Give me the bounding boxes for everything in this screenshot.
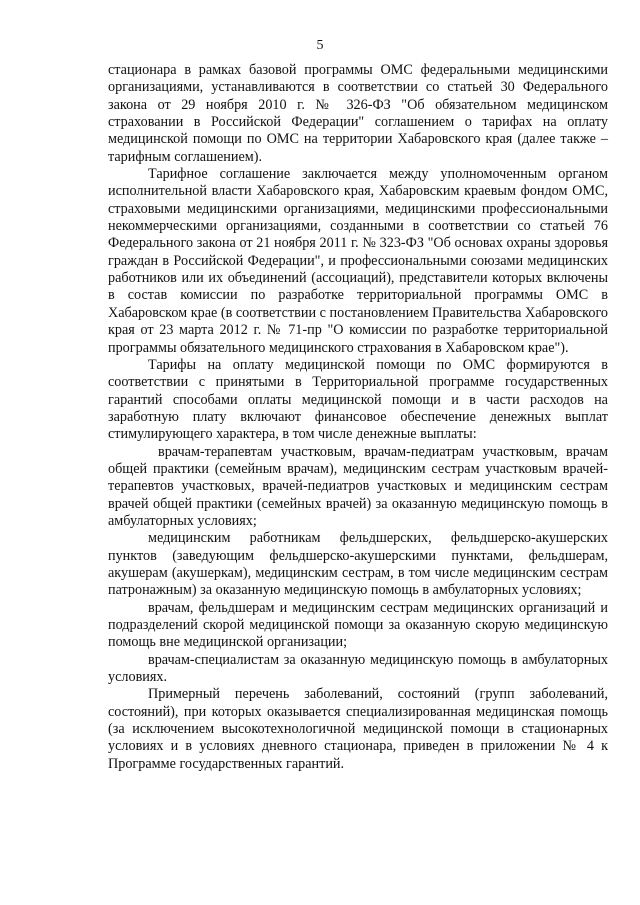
paragraph-tariff-agreement: Тарифное соглашение заключается между уполномоченным органом исполнительной власти Хабаровского края, Хабаровским краевым фондом ОМС, страховыми медицинскими организациями, медицинскими профессиональными некоммерческими организациями, созданными в соответствии со статьей 76 Федерального закона от 21 ноября 2011 г. № 323-ФЗ "Об основах охраны здоровья граждан в Российской Федерации", и профессиональными союзами медицинских работников или их объединений (ассоциаций), представители которых включены в состав комиссии по разработке территориальной программы ОМС в Хабаровском крае (в соответствии с постановлением Правительства Хабаровского края от 23 марта 2012 г. № 71-пр "О комиссии по разработке территориальной программы обязательного медицинского страхования в Хабаровском крае"). xyxy=(108,166,608,356)
paragraph-tariffs: Тарифы на оплату медицинской помощи по ОМС формируются в соответствии с принятыми в Территориальной программе государственных гарантий способами оплаты медицинской помощи и в части расходов на заработную плату включают финансовое обеспечение денежных выплат стимулирующего характера, в том числе денежные выплаты: xyxy=(108,356,608,443)
list-item-therapists: врачам-терапевтам участковым, врачам-педиатрам участковым, врачам общей практики (семейным врачам), медицинским сестрам участковым врачей-терапевтов участковых, врачей-педиатров участковых и медицинским сестрам врачей общей практики (семейных врачей) за оказанную медицинскую помощь в амбулаторных условиях; xyxy=(108,443,608,529)
page-number: 5 xyxy=(316,38,324,53)
paragraph-disease-list: Примерный перечень заболеваний, состояний (групп заболеваний, состояний), при которых оказывается специализированная медицинская помощь (за исключением высокотехнологичной медицинской помощи в стационарных условиях и в условиях дневного стационара, приведен в приложении № 4 к Программе государственных гарантий. xyxy=(108,686,608,772)
list-item-feldsher-points: медицинским работникам фельдшерских, фельдшерско-акушерских пунктов (заведующим фельдшерско-акушерскими пунктами, фельдшерам, акушерам (акушеркам), медицинским сестрам, в том числе медицинским сестрам патронажным) за оказанную медицинскую помощь в амбулаторных условиях; xyxy=(108,530,608,599)
paragraph-continuation: стационара в рамках базовой программы ОМС федеральными медицинскими организациями, устанавливаются в соответствии со статьей 30 Федерального закона от 29 ноября 2010 г. № 326-ФЗ "Об обязательном медицинском страховании в Российской Федерации" соглашением о тарифах на оплату медицинской помощи по ОМС на территории Хабаровского края (далее также – тарифным соглашением). xyxy=(108,62,608,165)
list-item-ambulance: врачам, фельдшерам и медицинским сестрам медицинских организаций и подразделений скорой медицинской помощи за оказанную скорую медицинскую помощь вне медицинской организации; xyxy=(108,599,608,651)
body-text xyxy=(108,62,608,773)
list-item-specialists: врачам-специалистам за оказанную медицинскую помощь в амбулаторных условиях. xyxy=(108,651,608,686)
